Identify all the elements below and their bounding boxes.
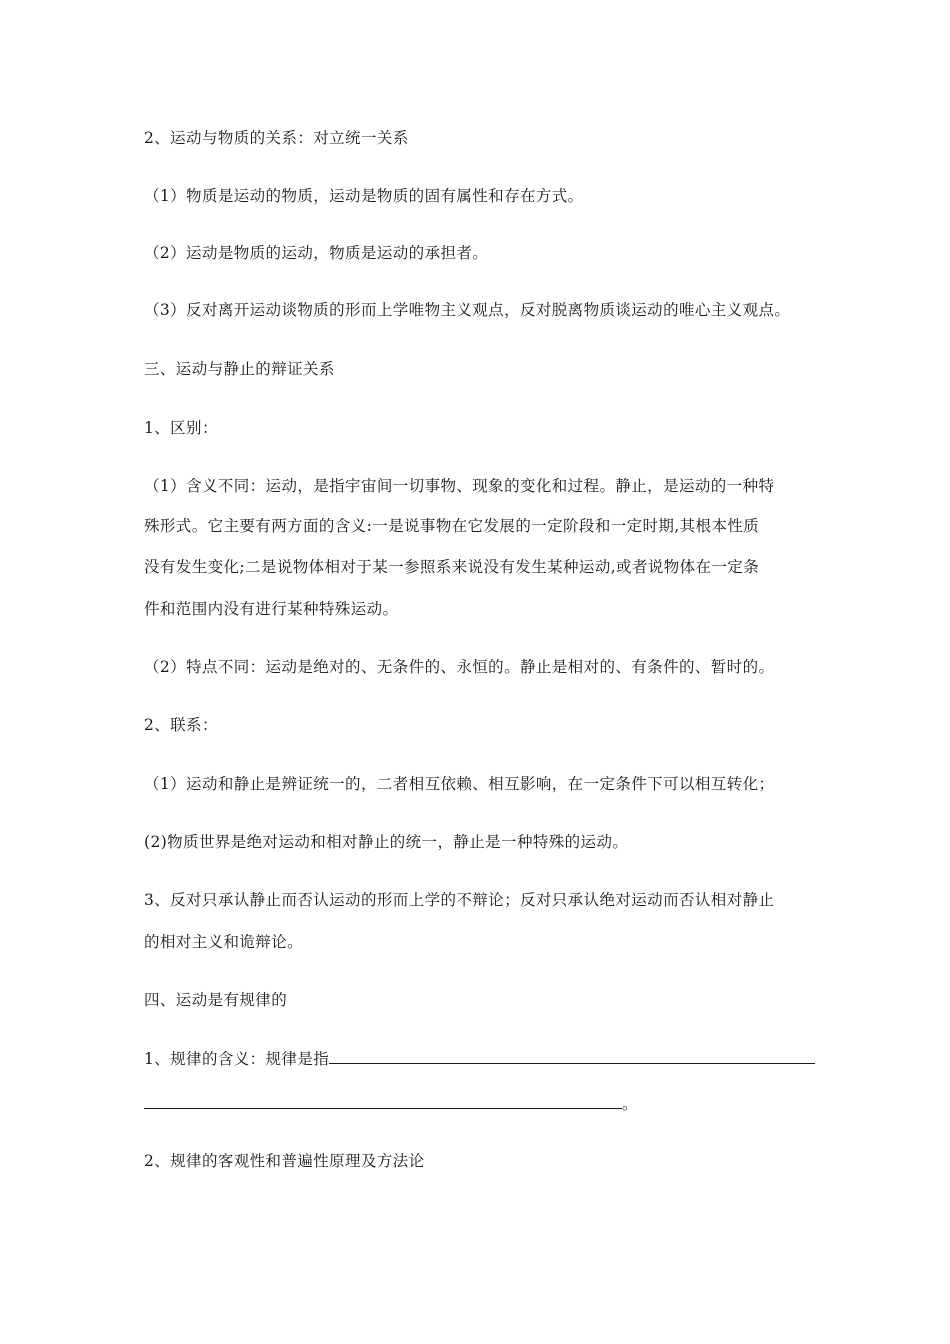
- sentence-end-mark: 。: [622, 1095, 638, 1113]
- fill-in-line: [144, 1092, 638, 1115]
- subsection-heading: 1、区别：: [144, 419, 218, 437]
- section-heading: 2、运动与物质的关系：对立统一关系: [144, 129, 409, 147]
- paragraph-line: （3）反对离开运动谈物质的形而上学唯物主义观点，反对脱离物质谈运动的唯心主义观点。: [144, 301, 791, 319]
- paragraph-line: （1）运动和静止是辨证统一的，二者相互依赖、相互影响，在一定条件下可以相互转化；: [144, 775, 775, 793]
- paragraph-line: （1）含义不同：运动，是指宇宙间一切事物、现象的变化和过程。静止，是运动的一种特: [144, 477, 775, 495]
- paragraph-line: 的相对主义和诡辩论。: [144, 933, 304, 951]
- section-heading: 三、运动与静止的辩证关系: [144, 360, 335, 378]
- paragraph-line: 殊形式。它主要有两方面的含义:一是说事物在它发展的一定阶段和一定时期,其根本性质: [144, 517, 760, 535]
- paragraph-line: 件和范围内没有进行某种特殊运动。: [144, 600, 399, 618]
- paragraph-line: （2）特点不同：运动是绝对的、无条件的、永恒的。静止是相对的、有条件的、暂时的。: [144, 658, 775, 676]
- paragraph-line: (2)物质世界是绝对运动和相对静止的统一，静止是一种特殊的运动。: [144, 833, 629, 851]
- answer-blank[interactable]: [144, 1092, 622, 1109]
- answer-blank[interactable]: [329, 1047, 815, 1064]
- paragraph-line: （2）运动是物质的运动，物质是运动的承担者。: [144, 244, 489, 262]
- section-heading: 四、运动是有规律的: [144, 991, 288, 1009]
- fill-in-prompt: 1、规律的含义：规律是指: [144, 1050, 330, 1068]
- paragraph-line: 3、反对只承认静止而否认运动的形而上学的不辩论；反对只承认绝对运动而否认相对静止: [144, 891, 775, 909]
- paragraph-line: （1）物质是运动的物质，运动是物质的固有属性和存在方式。: [144, 187, 584, 205]
- fill-in-line: [144, 1047, 815, 1070]
- subsection-heading: 2、联系：: [144, 716, 218, 734]
- paragraph-line: 没有发生变化;二是说物体相对于某一参照系来说没有发生某种运动,或者说物体在一定条: [144, 558, 760, 576]
- subsection-heading: 2、规律的客观性和普遍性原理及方法论: [144, 1152, 425, 1170]
